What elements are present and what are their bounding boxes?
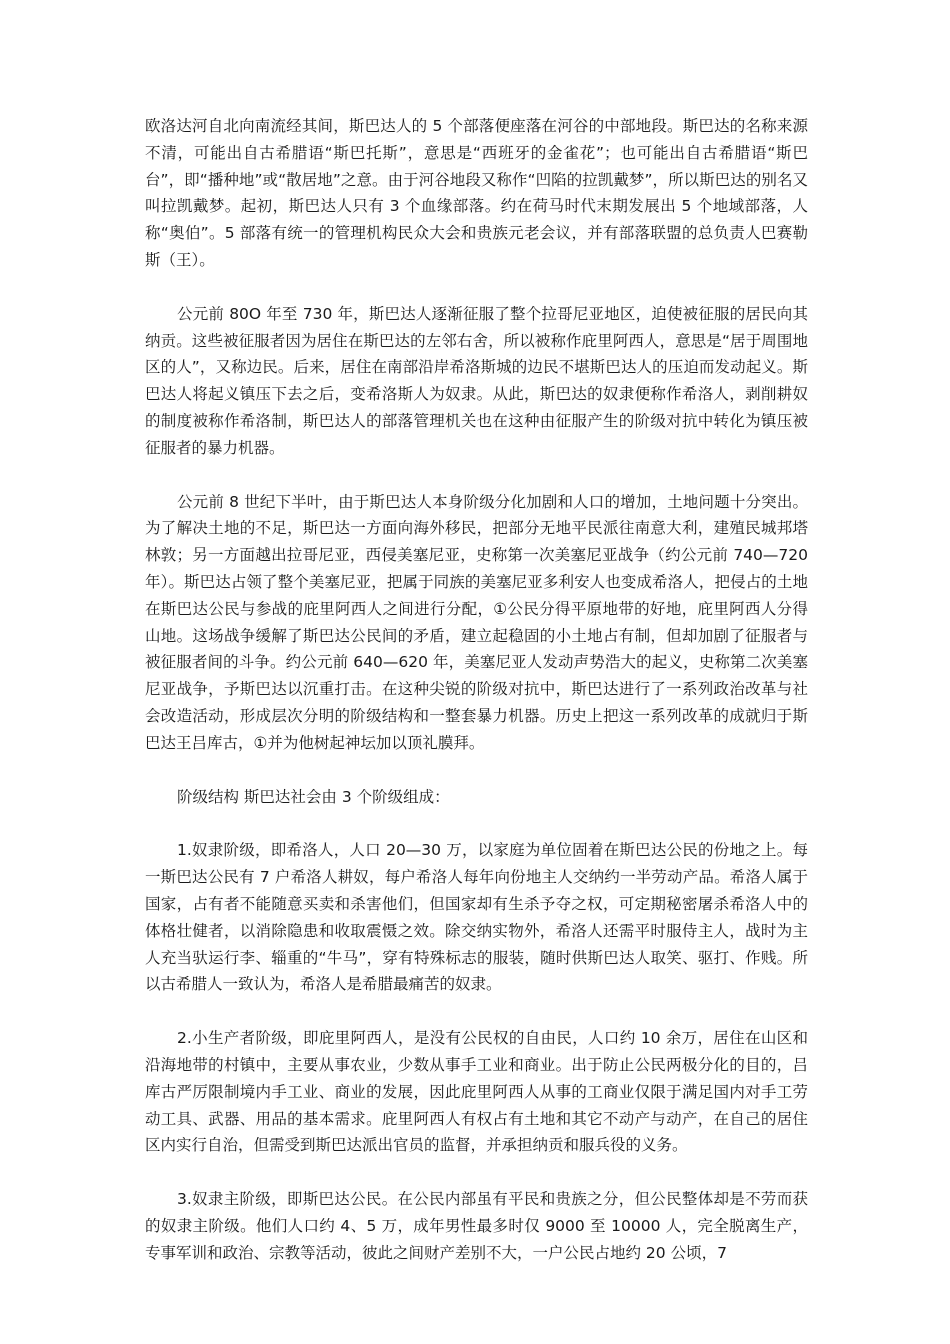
paragraph-perioeci: 2.小生产者阶级，即庇里阿西人，是没有公民权的自由民，人口约 10 余万，居住在山区和沿海地带的村镇中，主要从事农业，少数从事手工业和商业。出于防止公民两极分化的目的，吕库古严厉限制境内手工业、商业的发展，因此庇里阿西人从事的工商业仅限于满足国内对手工劳动工具、武器、用品的基本需求。庇里阿西人有权占有土地和其它不动产与动产，在自己的居住区内实行自治，但需受到斯巴达派出官员的监督，并承担纳贡和服兵役的义务。	[145, 1029, 808, 1155]
paragraph-messenian-wars: 公元前 8 世纪下半叶，由于斯巴达人本身阶级分化加剧和人口的增加，土地问题十分突出。为了解决土地的不足，斯巴达一方面向海外移民，把部分无地平民派往南意大利，建殖民城邦塔林敦；另一方面越出拉哥尼亚，西侵美塞尼亚，史称第一次美塞尼亚战争（约公元前 740—720 年）。斯巴达占领了整个美塞尼亚，把属于同族的美塞尼亚多利安人也变成希洛人，把侵占的土地在斯巴达公民与参战的庇里阿西人之间进行分配，①公民分得平原地带的好地，庇里阿西人分得山地。这场战争缓解了斯巴达公民间的矛盾，建立起稳固的小土地占有制，但却加剧了征服者与被征服者间的斗争。约公元前 640—620 年，美塞尼亚人发动声势浩大的起义，史称第二次美塞尼亚战争，予斯巴达以沉重打击。在这种尖锐的阶级对抗中，斯巴达进行了一系列政治改革与社会改造活动，形成层次分明的阶级结构和一整套暴力机器。历史上把这一系列改革的成就归于斯巴达王吕库古，①并为他树起神坛加以顶礼膜拜。	[145, 492, 808, 752]
paragraph-conquest-laconia: 公元前 80O 年至 730 年，斯巴达人逐渐征服了整个拉哥尼亚地区，迫使被征服的居民向其纳贡。这些被征服者因为居住在斯巴达的左邻右舍，所以被称作庇里阿西人，意思是“居于周围地区的人”，又称边民。后来，居住在南部沿岸希洛斯城的边民不堪斯巴达人的压迫而发动起义。斯巴达人将起义镇压下去之后，变希洛斯人为奴隶。从此，斯巴达的奴隶便称作希洛人，剥削耕奴的制度被称作希洛制，斯巴达人的部落管理机关也在这种由征服产生的阶级对抗中转化为镇压被征服者的暴力机器。	[145, 304, 808, 457]
paragraph-helots: 1.奴隶阶级，即希洛人，人口 20—30 万，以家庭为单位固着在斯巴达公民的份地之上。每一斯巴达公民有 7 户希洛人耕奴，每户希洛人每年向份地主人交纳约一半劳动产品。希洛人属于国家，占有者不能随意买卖和杀害他们，但国家却有生杀予夺之权，可定期秘密屠杀希洛人中的体格壮健者，以消除隐患和收取震慑之效。除交纳实物外，希洛人还需平时服侍主人，战时为主人充当驮运行李、辎重的“牛马”，穿有特殊标志的服装，随时供斯巴达人取笑、驱打、作贱。所以古希腊人一致认为，希洛人是希腊最痛苦的奴隶。	[145, 841, 808, 994]
paragraph-spartan-citizens: 3.奴隶主阶级，即斯巴达公民。在公民内部虽有平民和贵族之分，但公民整体却是不劳而获的奴隶主阶级。他们人口约 4、5 万，成年男性最多时仅 9000 至 10000 人，完全脱离生产，专事军训和政治、宗教等活动，彼此之间财产差别不大，一户公民占地约 20 公顷，7	[145, 1190, 808, 1262]
paragraph-class-structure-heading: 阶级结构 斯巴达社会由 3 个阶级组成：	[177, 787, 450, 806]
paragraph-eurotas-valley: 欧洛达河自北向南流经其间，斯巴达人的 5 个部落便座落在河谷的中部地段。斯巴达的名称来源不清，可能出自古希腊语“斯巴托斯”，意思是“西班牙的金雀花”；也可能出自古希腊语“斯巴台”，即“播种地”或“散居地”之意。由于河谷地段又称作“凹陷的拉凯戴梦”，所以斯巴达的别名又叫拉凯戴梦。起初，斯巴达人只有 3 个血缘部落。约在荷马时代末期发展出 5 个地域部落，人称“奥伯”。5 部落有统一的管理机构民众大会和贵族元老会议，并有部落联盟的总负责人巴赛勒斯（王）。	[145, 117, 808, 269]
document-body	[145, 113, 808, 1293]
